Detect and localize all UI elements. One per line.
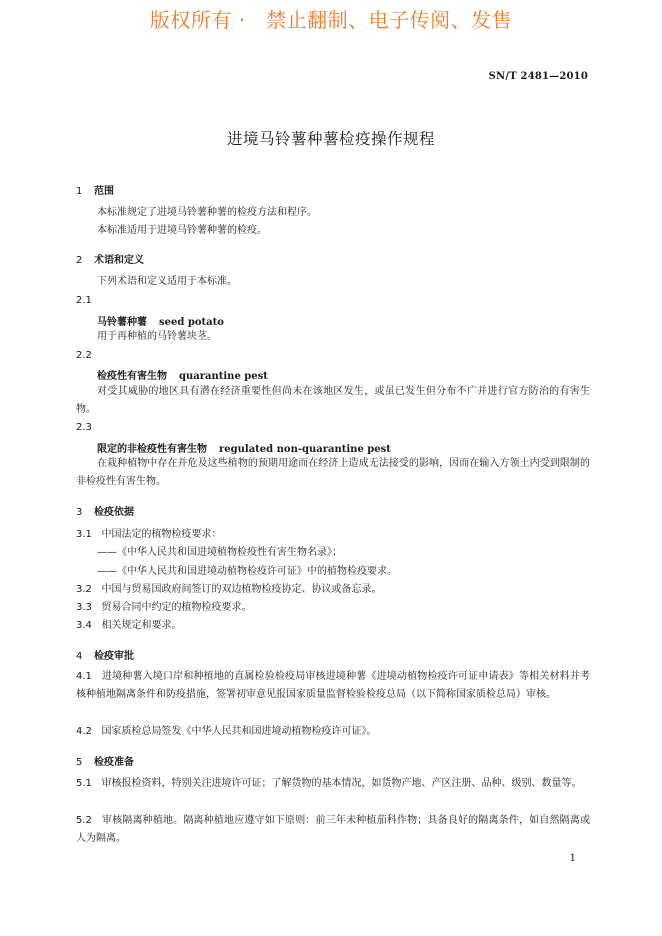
- term-2-3: [97, 440, 391, 455]
- clause-5-2-number: 5.2: [76, 815, 92, 826]
- clause-4-2-text: 国家质检总局签发《中华人民共和国进境动植物检疫许可证》。: [101, 726, 377, 737]
- section-5-number: 5: [76, 757, 83, 768]
- clause-3-4-text: 相关规定和要求。: [101, 620, 182, 631]
- section-2-intro: 下列术语和定义适用于本标准。: [97, 276, 237, 287]
- clause-3-3-number: 3.3: [76, 602, 92, 613]
- term-2-3-zh: 限定的非检疫性有害生物: [97, 444, 207, 455]
- term-2-2-zh: 检疫性有害生物: [97, 371, 167, 382]
- section-1-heading: [76, 182, 114, 197]
- watermark-notice: 版权所有 · 禁止翻制、电子传阅、发售: [149, 8, 513, 32]
- page-number: 1: [569, 853, 576, 864]
- term-2-3-en: regulated non-quarantine pest: [219, 444, 391, 455]
- term-2-1-number: 2.1: [76, 295, 92, 306]
- section-1-title: 范围: [94, 186, 114, 197]
- section-4-number: 4: [76, 651, 83, 662]
- term-2-1-definition: 用于再种植的马铃薯块茎。: [97, 331, 217, 342]
- clause-4-2: [76, 723, 376, 741]
- clause-3-1-number: 3.1: [76, 529, 92, 540]
- section-1-paragraph-2: 本标准适用于进境马铃薯种薯的检疫。: [97, 225, 267, 236]
- section-2-number: 2: [76, 255, 83, 266]
- term-2-2: [97, 367, 268, 382]
- clause-5-2: [76, 812, 590, 848]
- clause-3-1-text: 中国法定的植物检疫要求：: [101, 529, 222, 540]
- clause-4-1-number: 4.1: [76, 671, 92, 682]
- clause-3-4-number: 3.4: [76, 620, 92, 631]
- section-2-title: 术语和定义: [94, 255, 144, 266]
- clause-3-3: [76, 599, 251, 617]
- section-3-number: 3: [76, 507, 83, 518]
- section-5-heading: [76, 753, 134, 768]
- term-2-1: [97, 313, 224, 328]
- clause-4-1-text: 进境种薯入境口岸和种植地的直属检验检疫局审核进境种薯《进境动植物检疫许可证申请表》等相关材料并考核种植地隔离条件和防疫措施，签署初审意见报国家质量监督检验检疫总局（以下简称国家质检总局）审核。: [76, 671, 591, 700]
- clause-3-4: [76, 617, 181, 635]
- section-4-heading: [76, 647, 134, 662]
- clause-5-1: [76, 775, 590, 793]
- term-2-3-number: 2.3: [76, 422, 92, 433]
- section-1-number: 1: [76, 186, 83, 197]
- clause-3-3-text: 贸易合同中约定的植物检疫要求。: [101, 602, 252, 613]
- clause-5-2-text: 审核隔离种植地。隔离种植地应遵守如下原则：前三年未种植茄科作物；具备良好的隔离条件，如自然隔离或人为隔离。: [76, 815, 591, 844]
- section-3-heading: [76, 503, 134, 518]
- section-5-title: 检疫准备: [94, 757, 134, 768]
- clause-3-1-item-b: ——《中华人民共和国进境动植物检疫许可证》中的植物检疫要求。: [97, 566, 397, 577]
- clause-5-1-number: 5.1: [76, 778, 92, 789]
- clause-5-1-text: 审核报检资料，特别关注进境许可证；了解货物的基本情况，如货物产地、产区注册、品种、级别、数量等。: [101, 778, 582, 789]
- section-4-title: 检疫审批: [94, 651, 134, 662]
- section-2-heading: [76, 251, 144, 266]
- term-2-2-definition: 对受其威胁的地区具有潜在经济重要性但尚未在该地区发生，或虽已发生但分布不广并进行官方防治的有害生物。: [76, 386, 590, 415]
- clause-3-1: [76, 526, 221, 544]
- clause-3-1-item-a: ——《中华人民共和国进境植物检疫性有害生物名录》；: [97, 547, 342, 558]
- term-2-1-zh: 马铃薯种薯: [97, 317, 147, 328]
- clause-4-2-number: 4.2: [76, 726, 92, 737]
- term-2-3-definition: 在栽种植物中存在并危及这些植物的预期用途而在经济上造成无法接受的影响，因而在输入方领土内受到限制的非检疫性有害生物。: [76, 458, 590, 487]
- clause-4-1: [76, 668, 590, 704]
- page-title: 进境马铃薯种薯检疫操作规程: [226, 130, 435, 148]
- clause-3-2-number: 3.2: [76, 584, 92, 595]
- term-2-1-en: seed potato: [159, 317, 224, 328]
- term-2-2-number: 2.2: [76, 350, 92, 361]
- section-1-paragraph-1: 本标准规定了进境马铃薯种薯的检疫方法和程序。: [97, 207, 317, 218]
- clause-3-2: [76, 581, 381, 599]
- standard-code: SN/T 2481—2010: [488, 71, 588, 82]
- section-3-title: 检疫依据: [94, 507, 134, 518]
- clause-3-2-text: 中国与贸易国政府间签订的双边植物检疫协定、协议或备忘录。: [101, 584, 382, 595]
- term-2-2-en: quarantine pest: [179, 371, 268, 382]
